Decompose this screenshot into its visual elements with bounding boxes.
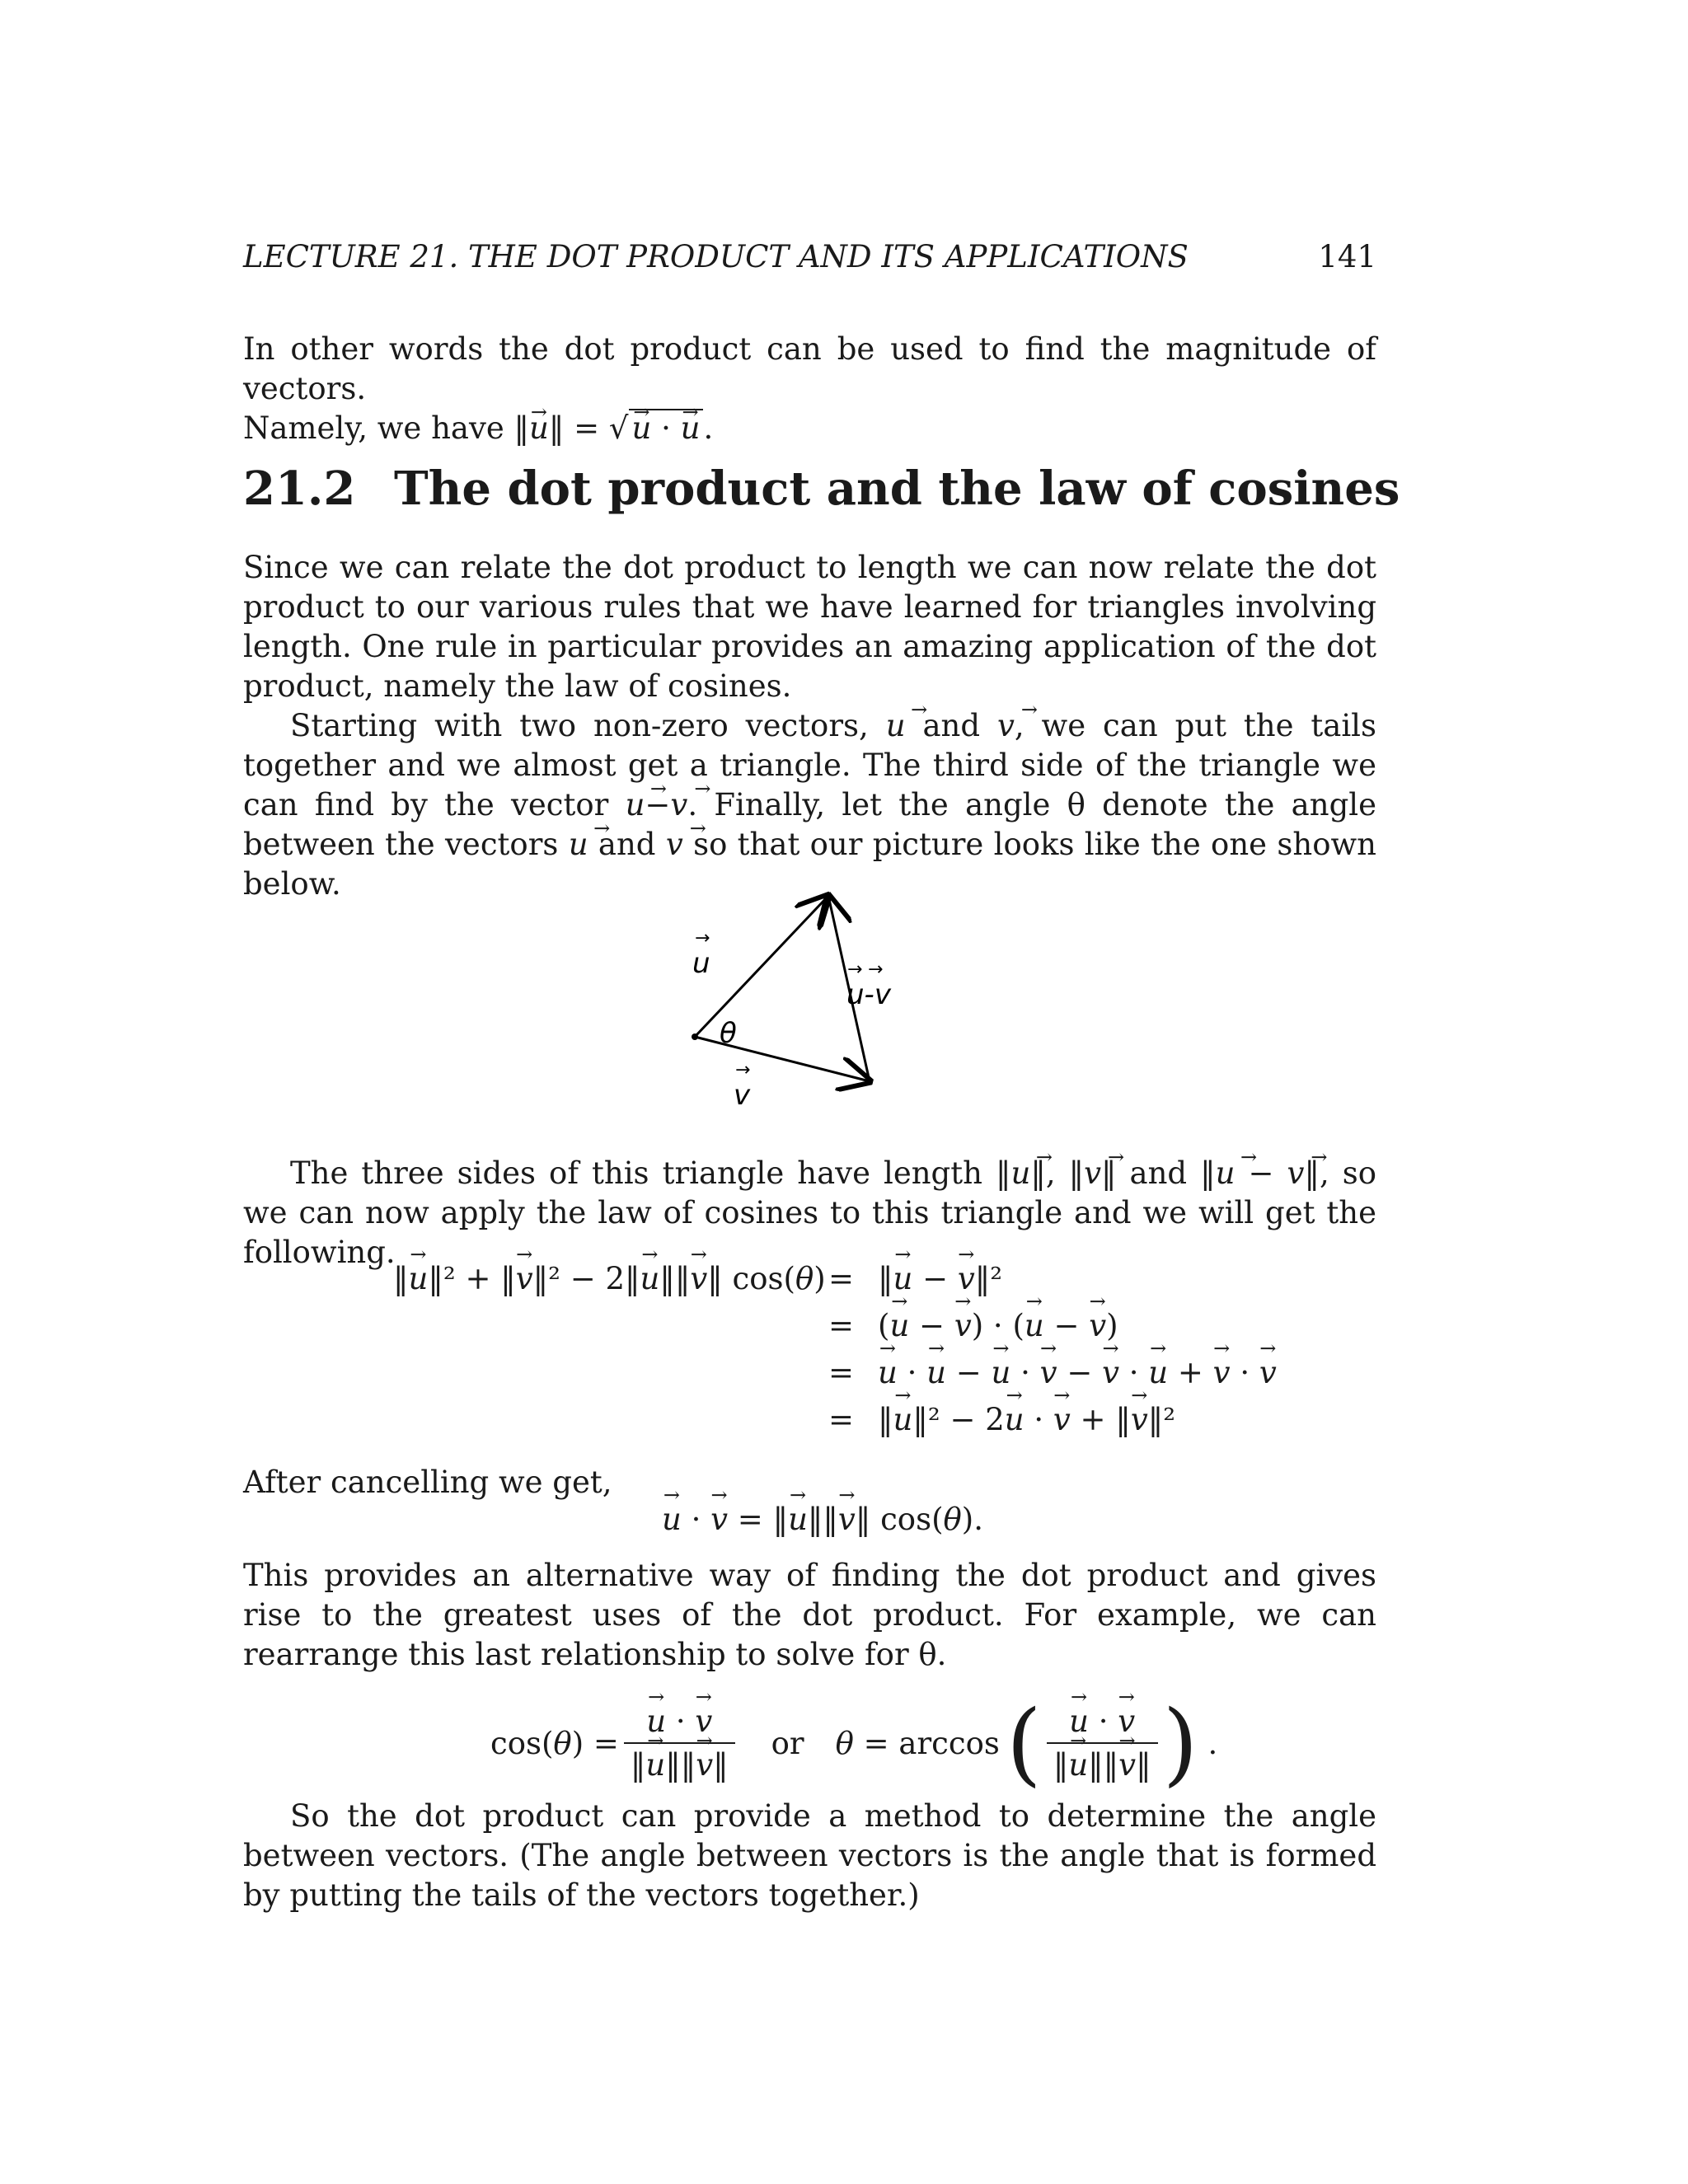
eq-sign-3: =	[828, 1355, 855, 1390]
vector-u: → u	[886, 708, 906, 743]
para2-text-c: , we can put the tails together and we almost get a triangle. The third side of the triangle we can find by the vector	[243, 708, 1376, 823]
running-title: LECTURE 21. THE DOT PRODUCT AND ITS APPLICATIONS	[243, 239, 1189, 274]
paragraph-3: The three sides of this triangle have length ‖→ u‖, ‖→ v‖ and ‖→ u − → v‖, so we can now apply the law of cosines to this triangle and we will get the following.	[243, 1154, 1376, 1272]
para2-text-e: and	[588, 827, 666, 862]
angle-formula: cos(θ) = → $\frac{u \cdot \to v}{‖\to u‖‖\to v‖}$ or θ = arccos ( → $\frac{u \cdot \to v}{‖\to u‖‖\to v‖}$ ) .	[490, 1694, 1232, 1793]
para2-text-b: and	[905, 708, 997, 743]
vector-v: → v	[666, 827, 683, 862]
section-number: 21.2	[243, 462, 356, 516]
intro-line1: In other words the dot product can be used to find the magnitude of vectors.	[243, 331, 1376, 406]
paragraph-4: This provides an alternative way of finding the dot product and gives rise to the greatest uses of the dot product. For example, we can rearrange this last relationship to solve for θ.	[243, 1558, 1376, 1672]
label-theta: θ	[720, 1017, 737, 1050]
page-number: 141	[1318, 239, 1376, 274]
vector-u: → u	[569, 827, 588, 862]
label-u: u	[692, 947, 710, 980]
vector-u: → u	[626, 787, 645, 823]
cos-lhs: cos(θ) =	[490, 1725, 619, 1761]
para3-text-c: ‖ and ‖	[1101, 1155, 1216, 1191]
section-title: The dot product and the law of cosines	[394, 462, 1400, 516]
section-heading	[243, 462, 1400, 516]
eq-sign-1: =	[828, 1261, 855, 1296]
paragraph-2: Starting with two non-zero vectors, → u and → v, we can put the tails together and we almost get a triangle. The third side of the triangle we can find by the vector → u−→ v. Finally, let the angle θ denote the angle between the vectors → u and → v so that our picture looks like the one shown below.	[243, 706, 1376, 904]
para3-text-b: ‖, ‖	[1030, 1155, 1085, 1191]
label-v: v	[734, 1079, 751, 1112]
para2-text-f: so that our picture looks like the one shown below.	[243, 827, 1376, 902]
or-word: or	[771, 1725, 804, 1761]
triangle-figure	[672, 886, 952, 1125]
derivation-lhs: ‖→ u‖² + ‖→ v‖² − 2‖→ u‖‖→ v‖ cos(θ)	[393, 1261, 826, 1301]
formula-end: .	[1207, 1725, 1218, 1761]
paragraph-5: So the dot product can provide a method to determine the angle between vectors. (The angle between vectors is the angle that is formed by putting the tails of the vectors together.)	[243, 1798, 1376, 1913]
page	[243, 0, 1400, 2184]
derivation-row-2: (→ u − → v) · (→ u − → v)	[878, 1308, 1118, 1347]
running-header	[243, 239, 1376, 288]
svg-text:→: →	[868, 959, 884, 980]
vector-u-arrow	[695, 896, 828, 1037]
svg-text:→: →	[695, 928, 710, 949]
result-equation: → u · → v = ‖→ u‖‖→ v‖ cos(θ).	[662, 1502, 983, 1541]
eq-sign-2: =	[828, 1308, 855, 1343]
para2-text-d: . Finally, let the angle θ denote the angle between the vectors	[243, 787, 1376, 862]
derivation-row-4: ‖→ u‖² − 2→ u · → v + ‖→ v‖²	[878, 1402, 1175, 1441]
fraction-2: → $\frac{u \cdot \to v}{‖\to u‖‖\to v‖}$	[1047, 1704, 1158, 1783]
intro-line2: Namely, we have ‖→ u‖ = √→ u · → u .	[243, 409, 713, 446]
para3-text-d: ‖, so we can now apply the law of cosines to this triangle and we will get the following.	[243, 1155, 1376, 1270]
fraction-1: → $\frac{u \cdot \to v}{‖\to u‖‖\to v‖}$	[624, 1704, 735, 1783]
intro-paragraph	[243, 330, 1376, 448]
paragraph-1: Since we can relate the dot product to length we can now relate the dot product to our various rules that we have learned for triangles involving length. One rule in particular provides an amazing application of the dot product, namely the law of cosines.	[243, 550, 1376, 704]
vector-v: → v	[670, 787, 687, 823]
para2-text-a: Starting with two non-zero vectors,	[290, 708, 886, 743]
theta-lhs: θ = arccos	[835, 1725, 1000, 1761]
eq-sign-4: =	[828, 1402, 855, 1437]
after-cancel-text: After cancelling we get,	[243, 1465, 612, 1500]
svg-text:→: →	[735, 1060, 751, 1080]
label-u-minus-v: u-v	[846, 978, 891, 1011]
derivation-row-1: ‖→ u − → v‖²	[878, 1261, 1002, 1301]
svg-text:→: →	[847, 959, 863, 980]
derivation-row-3: → u · → u − → u · → v − → v · → u + → v · → v	[878, 1355, 1277, 1394]
para3-text-a: The three sides of this triangle have length ‖	[290, 1155, 1011, 1191]
vector-v: → v	[997, 708, 1015, 743]
